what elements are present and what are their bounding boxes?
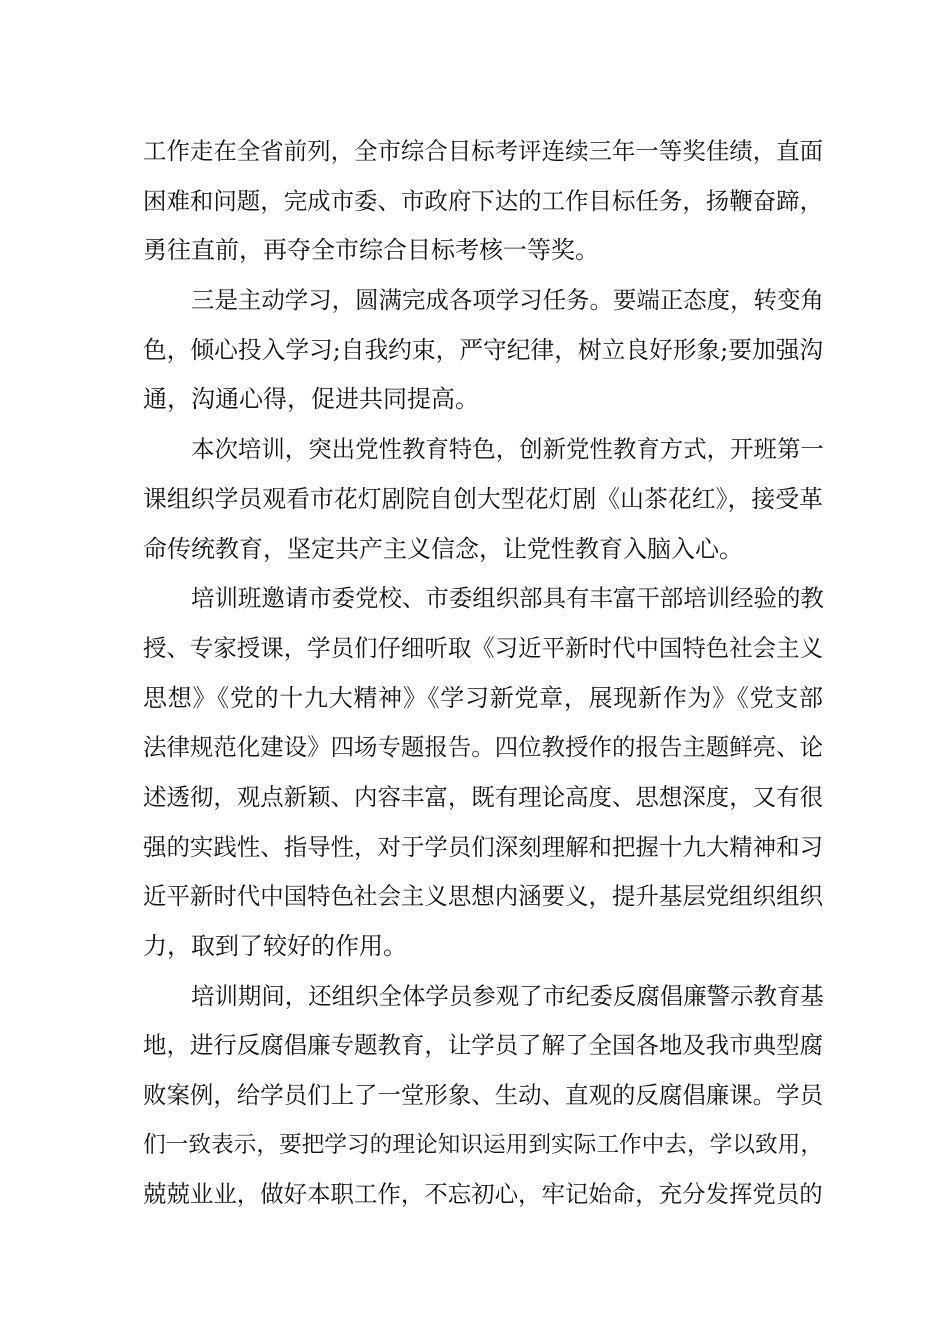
paragraph xyxy=(143,127,823,276)
text-line: 述透彻，观点新颖、内容丰富，既有理论高度、思想深度，又有很 xyxy=(143,782,823,811)
text-line: 们一致表示，要把学习的理论知识运用到实际工作中去，学以致用， xyxy=(143,1131,823,1158)
text-line: 思想》《党的十九大精神》《学习新党章，展现新作为》《党支部 xyxy=(143,683,823,712)
text-line: 授、专家授课，学员们仔细听取《习近平新时代中国特色社会主义 xyxy=(143,633,823,662)
text-line: 工作走在全省前列，全市综合目标考评连续三年一等奖佳绩，直面 xyxy=(143,137,823,165)
paragraph xyxy=(143,276,823,425)
text-line: 培训班邀请市委党校、市委组织部具有丰富干部培训经验的教 xyxy=(191,584,824,613)
paragraph xyxy=(143,972,823,1220)
document-body xyxy=(143,127,823,1220)
text-line: 兢兢业业，做好本职工作，不忘初心，牢记始命，充分发挥党员的 xyxy=(143,1180,823,1209)
text-line: 困难和问题，完成市委、市政府下达的工作目标任务，扬鞭奋蹄， xyxy=(143,186,823,215)
paragraph xyxy=(143,425,823,574)
text-line: 强的实践性、指导性，对于学员们深刻理解和把握十九大精神和习 xyxy=(143,832,823,861)
text-line: 色，倾心投入学习;自我约束，严守纪律，树立良好形象;要加强沟 xyxy=(143,335,824,364)
text-line: 通，沟通心得，促进共同提高。 xyxy=(143,385,479,414)
text-line: 课组织学员观看市花灯剧院自创大型花灯剧《山茶花红》，接受革 xyxy=(143,484,823,513)
text-line: 本次培训，突出党性教育特色，创新党性教育方式，开班第一 xyxy=(191,435,824,464)
text-line: 培训期间，还组织全体学员参观了市纪委反腐倡廉警示教育基 xyxy=(191,981,824,1010)
text-line: 三是主动学习，圆满完成各项学习任务。要端正态度，转变角 xyxy=(191,286,824,315)
text-line: 力，取到了较好的作用。 xyxy=(143,932,407,960)
text-line: 命传统教育，坚定共产主义信念，让党性教育入脑入心。 xyxy=(143,534,743,563)
text-line: 地，进行反腐倡廉专题教育，让学员了解了全国各地及我市典型腐 xyxy=(143,1031,823,1060)
text-line: 勇往直前，再夺全市综合目标考核一等奖。 xyxy=(143,236,599,265)
text-line: 法律规范化建设》四场专题报告。四位教授作的报告主题鲜亮、论 xyxy=(143,733,823,762)
text-line: 败案例，给学员们上了一堂形象、生动、直观的反腐倡廉课。学员 xyxy=(143,1081,823,1110)
paragraph xyxy=(143,574,823,972)
text-line: 近平新时代中国特色社会主义思想内涵要义，提升基层党组织组织 xyxy=(143,882,823,911)
